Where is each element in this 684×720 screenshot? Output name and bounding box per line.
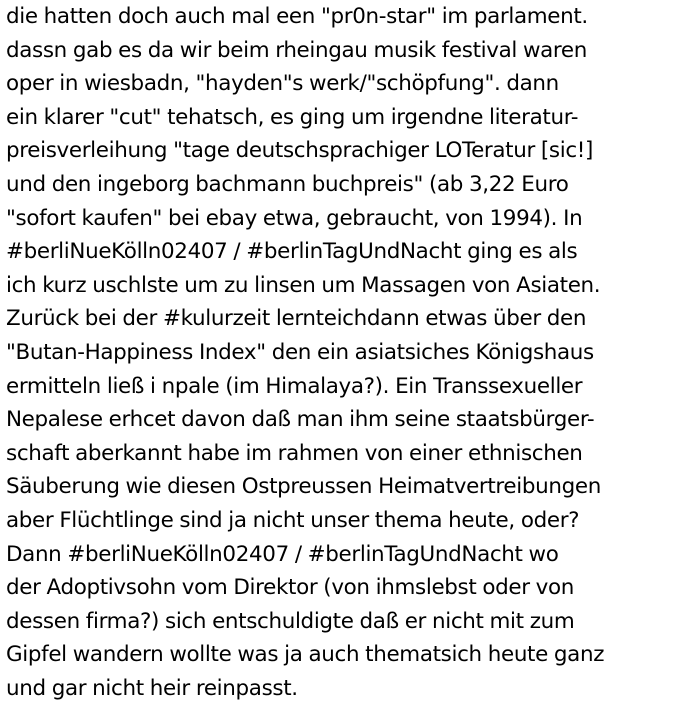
text-line-10: Zurück bei der #kulurzeit lernteichdann etwas über den xyxy=(6,306,587,332)
text-line-8: #berliNueKölln02407 / #berlinTagUndNacht ging es als xyxy=(6,239,578,265)
text-line-4: ein klarer "cut" tehatsch, es ging um irgendne literatur- xyxy=(6,104,579,130)
text-line-20: Gipfel wandern wollte was ja auch thematsich heute ganz xyxy=(6,642,605,668)
text-line-6: und den ingeborg bachmann buchpreis" (ab 3,22 Euro xyxy=(6,171,569,197)
text-line-3: oper in wiesbadn, "hayden"s werk/"schöpfung". dann xyxy=(6,71,559,97)
document-text xyxy=(6,0,684,705)
text-line-18: der Adoptivsohn vom Direktor (von ihmslebst oder von xyxy=(6,575,575,601)
text-line-21: und gar nicht heir reinpasst. xyxy=(6,675,298,701)
text-line-19: dessen firma?) sich entschuldigte daß er nicht mit zum xyxy=(6,608,575,634)
text-line-9: ich kurz uschlste um zu linsen um Massagen von Asiaten. xyxy=(6,272,601,298)
text-line-2: dassn gab es da wir beim rheingau musik festival waren xyxy=(6,37,587,63)
text-line-16: aber Flüchtlinge sind ja nicht unser thema heute, oder? xyxy=(6,507,580,533)
text-line-12: ermitteln ließ i npale (im Himalaya?). Ein Transsexueller xyxy=(6,373,583,399)
text-line-5: preisverleihung "tage deutschsprachiger LOTeratur [sic!] xyxy=(6,138,594,164)
text-line-15: Säuberung wie diesen Ostpreussen Heimatvertreibungen xyxy=(6,474,601,500)
text-line-11: "Butan-Happiness Index" den ein asiatsiches Königshaus xyxy=(6,339,594,365)
text-line-17: Dann #berliNueKölln02407 / #berlinTagUndNacht wo xyxy=(6,541,559,567)
text-line-13: Nepalese erhcet davon daß man ihm seine staatsbürger- xyxy=(6,407,595,433)
text-line-14: schaft aberkannt habe im rahmen von einer ethnischen xyxy=(6,440,583,466)
text-line-1: die hatten doch auch mal een "pr0n-star" im parlament. xyxy=(6,4,588,29)
text-line-7: "sofort kaufen" bei ebay etwa, gebraucht, von 1994). In xyxy=(6,205,583,231)
